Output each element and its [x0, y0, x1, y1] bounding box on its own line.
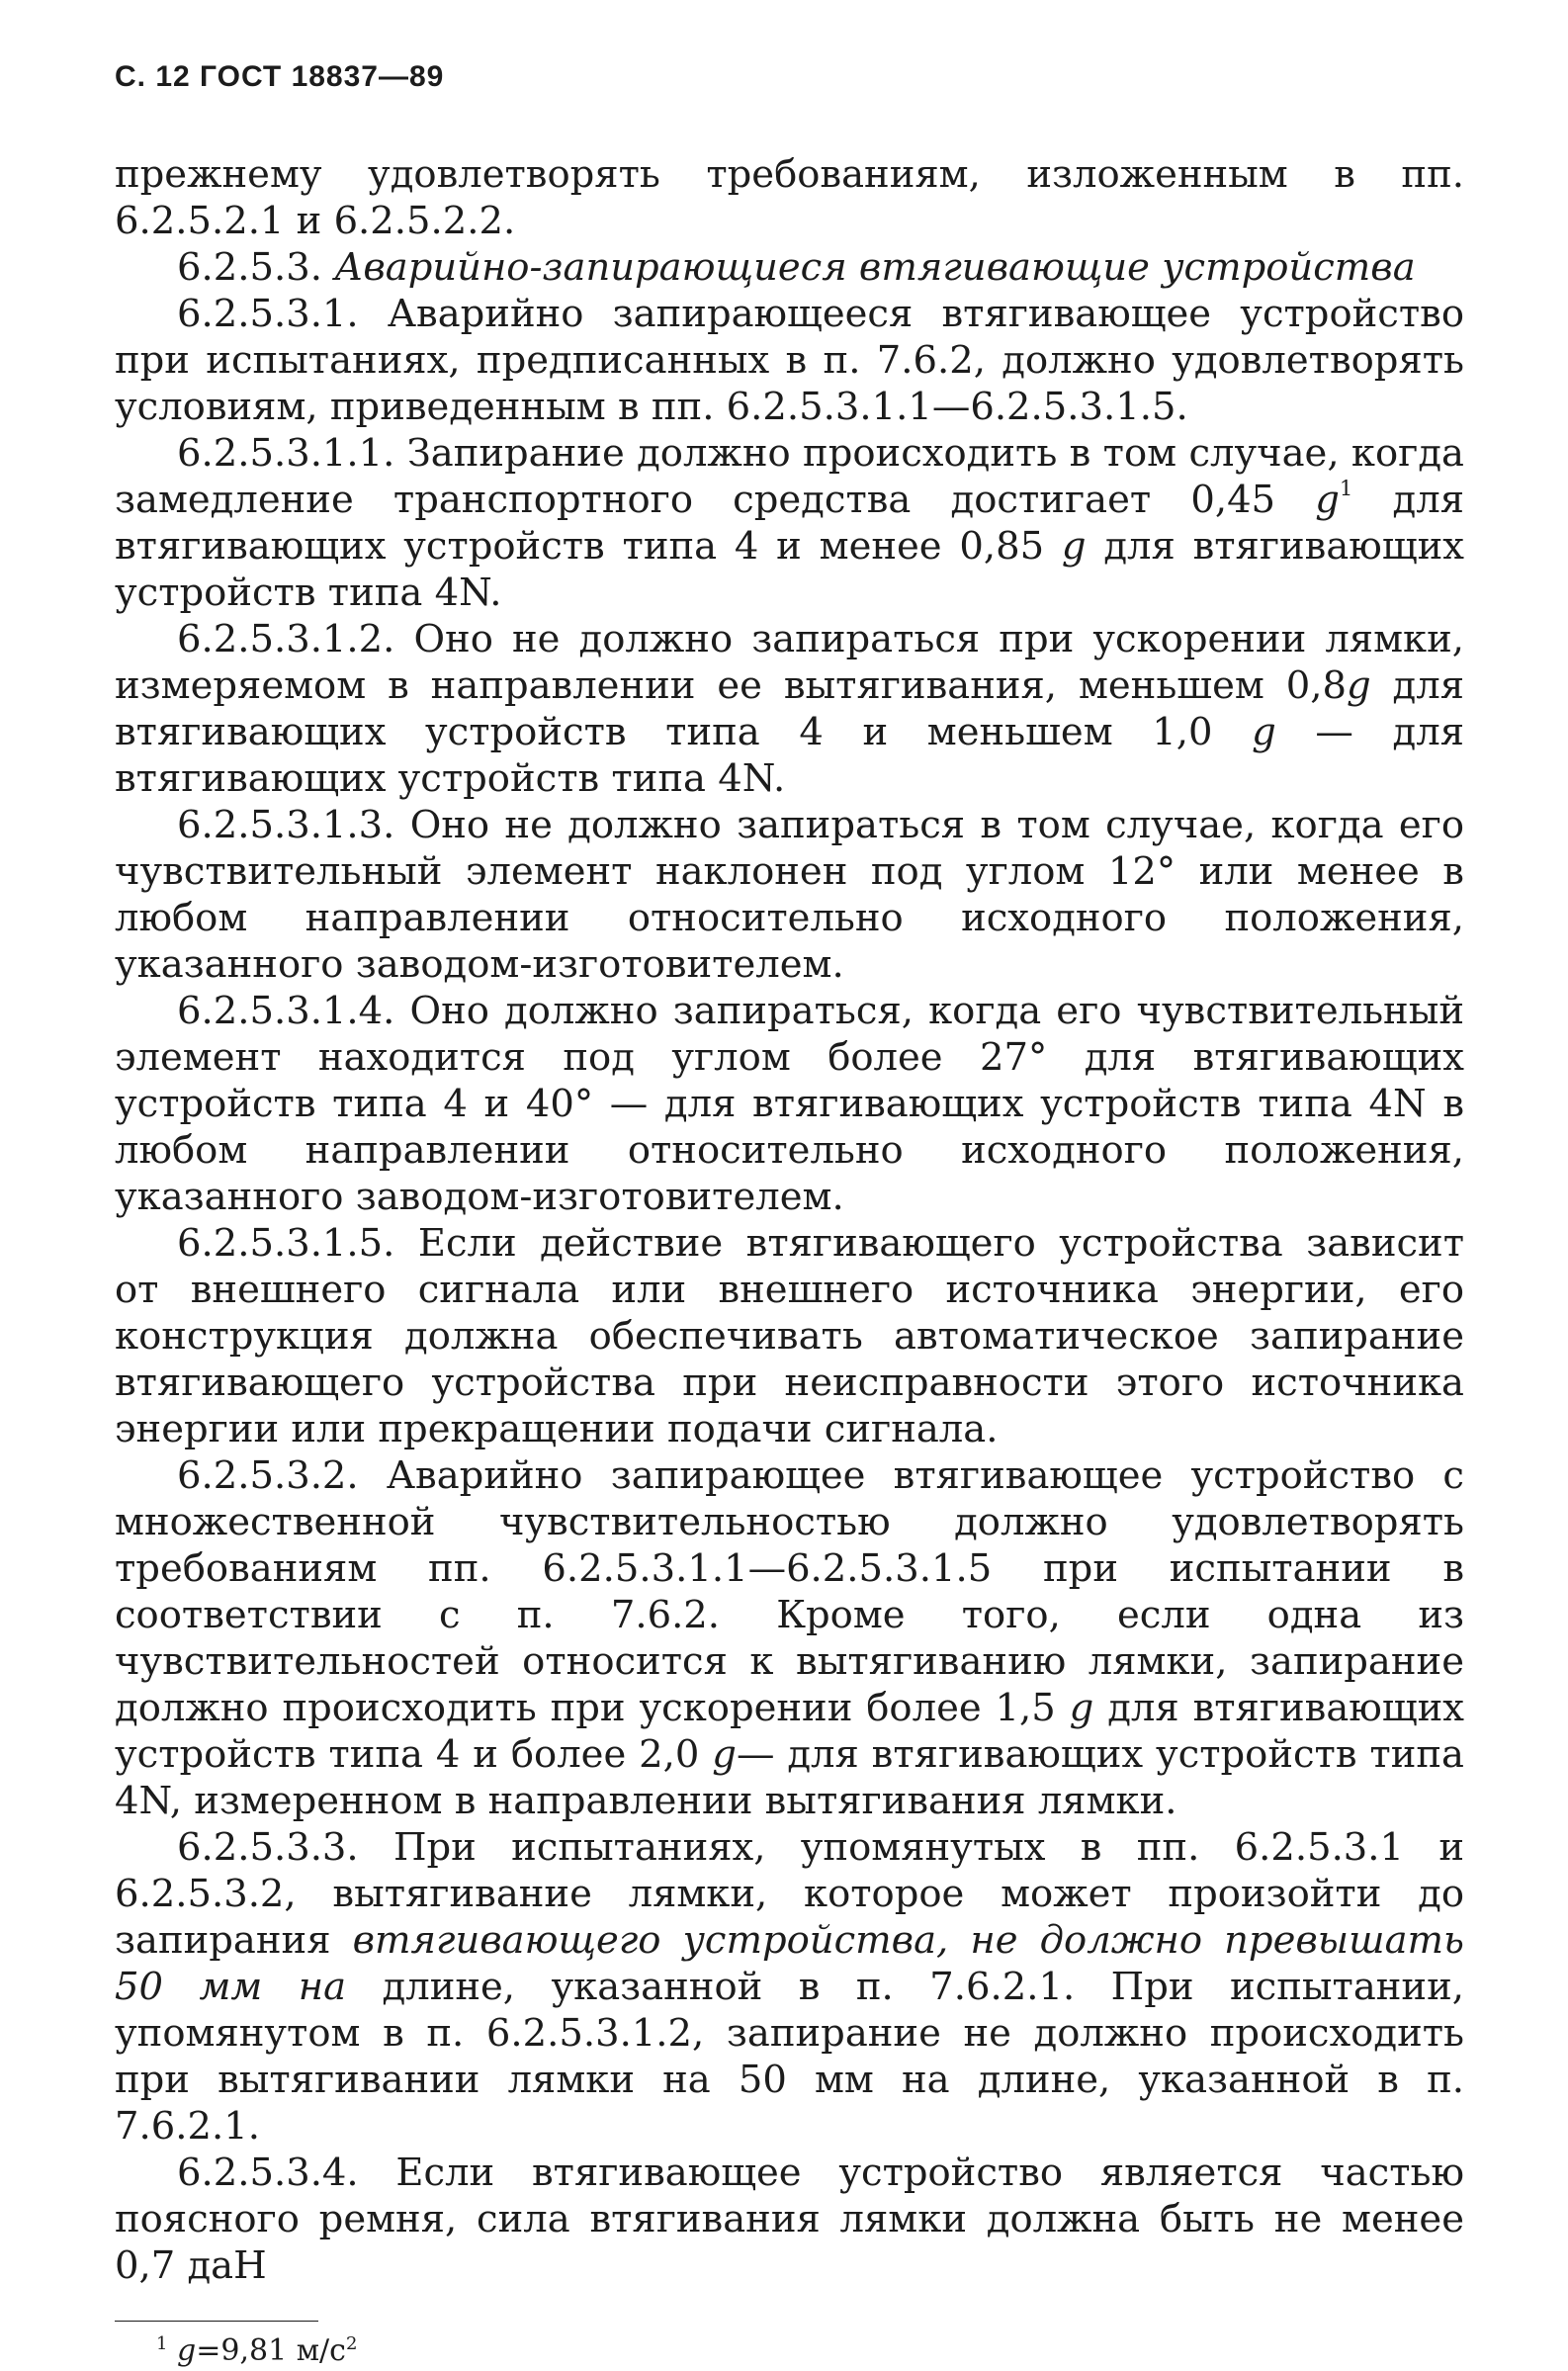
text-run: для втягивающих устройств типа 4N. — [115, 524, 1464, 615]
text-run: 6.2.5.3.2. Аварийно запирающее втягивающее устройство с множественной чувствительностью должно удовлетворять требованиям пп. 6.2.5.3.1.1—6.2.5.3.1.5 при испытании в соответствии с п. 7.6.2. Кроме того, если одна из чувствительностей относится к вытягиванию лямки, запирание должно происходить при ускорении более 1,5 — [115, 1453, 1464, 1730]
symbol-g: g — [1061, 524, 1087, 569]
footnote — [156, 2331, 1464, 2371]
text-run: 6.2.5.3.3. При испытаниях, упомянутых в пп. 6.2.5.3.1 и 6.2.5.3.2, вытягивание лямки, которое может произойти до запирания — [115, 1825, 1464, 1963]
symbol-g: g — [1346, 663, 1371, 708]
footnote-divider — [115, 2321, 318, 2322]
footnote-exponent: 2 — [345, 2333, 358, 2355]
paragraph: 6.2.5.3.1.3. Оно не должно запираться в том случае, когда его чувствительный элемент наклонен под углом 12° или менее в любом направлении относительно исходного положения, указанного заводом-изготовителем. — [115, 803, 1464, 987]
text-run: для втягивающих устройств типа 4 и меньшем 1,0 — [115, 663, 1464, 754]
paragraph: прежнему удовлетворять требованиям, изложенным в пп. 6.2.5.2.1 и 6.2.5.2.2. — [115, 152, 1464, 243]
symbol-g: g — [1252, 710, 1276, 754]
paragraph: 6.2.5.3.1.5. Если действие втягивающего устройства зависит от внешнего сигнала или внешнего источника энергии, его конструкция должна обеспечивать автоматическое запирание втягивающего устройства при неисправности этого источника энергии или прекращении подачи сигнала. — [115, 1221, 1464, 1451]
paragraph: 6.2.5.3.1. Аварийно запирающееся втягивающее устройство при испытаниях, предписанных в п. 7.6.2, должно удовлетворять условиям, приведенным в пп. 6.2.5.3.1.1—6.2.5.3.1.5. — [115, 292, 1464, 429]
paragraph — [115, 430, 1464, 616]
italic-run: втягивающего устройства, не должно превышать 50 мм на — [115, 1918, 1465, 2009]
symbol-g: g — [177, 2333, 197, 2368]
text-run: 6.2.5.3.1.1. Запирание должно происходить в том случае, когда замедление транспортного средства достигает 0,45 — [115, 431, 1464, 522]
section-number: 6.2.5.3. — [177, 245, 322, 290]
text-run: для втягивающих устройств типа 4 и менее 0,85 — [115, 478, 1464, 569]
footnote-ref: 1 — [1339, 476, 1353, 501]
text-run: для втягивающих устройств типа 4 и более 2,0 — [115, 1686, 1464, 1777]
paragraph — [115, 1452, 1464, 1824]
symbol-g: g — [712, 1732, 737, 1777]
paragraph — [115, 1824, 1464, 2150]
paragraph — [115, 616, 1464, 802]
section-heading — [115, 244, 1464, 291]
symbol-g: g — [1069, 1686, 1094, 1730]
text-run: длине, указанной в п. 7.6.2.1. При испытании, упомянутом в п. 6.2.5.3.1.2, запирание не должно происходить при вытягивании лямки на 50 мм на длине, указанной в п. 7.6.2.1. — [115, 1965, 1464, 2149]
section-title: Аварийно-запирающиеся втягивающие устройства — [334, 245, 1416, 290]
paragraph: 6.2.5.3.4. Если втягивающее устройство является частью поясного ремня, сила втягивания лямки должна быть не менее 0,7 даН — [115, 2151, 1464, 2288]
footnote-mark: 1 — [156, 2333, 168, 2355]
paragraph: 6.2.5.3.1.4. Оно должно запираться, когда его чувствительный элемент находится под углом более 27° для втягивающих устройств типа 4 и 40° — для втягивающих устройств типа 4N в любом направлении относительно исходного положения, указанного заводом-изготовителем. — [115, 989, 1464, 1219]
page-header: С. 12 ГОСТ 18837—89 — [115, 60, 445, 93]
symbol-g: g — [1315, 478, 1340, 522]
text-run: 6.2.5.3.1.2. Оно не должно запираться при ускорении лямки, измеряемом в направлении ее вытягивания, меньшем 0,8 — [115, 617, 1464, 708]
text-run: — для втягивающих устройств типа 4N. — [115, 710, 1464, 801]
text-run: — для втягивающих устройств типа 4N, измеренном в направлении вытягивания лямки. — [115, 1732, 1464, 1823]
footnote-text: =9,81 м/с — [196, 2333, 346, 2368]
document-body — [115, 151, 1464, 2289]
